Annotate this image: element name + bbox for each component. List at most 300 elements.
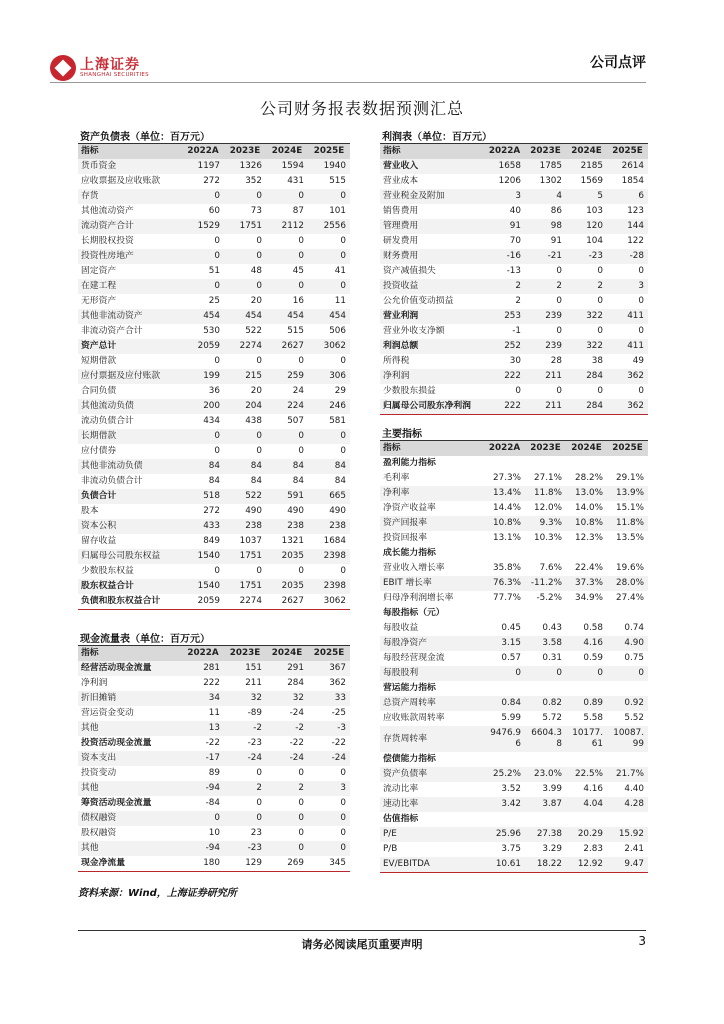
cell-value: 0.31 — [542, 653, 562, 663]
cell-value: 9476.9 6 — [484, 726, 525, 752]
cell-value: 434 — [203, 416, 220, 426]
row-label: 资产减值损失 — [383, 266, 436, 276]
cell-value: 431 — [287, 176, 304, 186]
cell-value: 6 — [607, 189, 648, 204]
cell-value: 10.8% — [484, 516, 525, 531]
header-year: 2022A — [182, 144, 224, 160]
cell-value: 84 — [308, 459, 350, 474]
cell-value: 0 — [308, 429, 350, 444]
cell-value — [566, 456, 607, 471]
cell-value: 3062 — [308, 339, 350, 354]
table-row — [78, 564, 350, 579]
cell-value: 2627 — [266, 339, 308, 354]
cell-value: 239 — [525, 339, 566, 354]
cell-value: 0 — [525, 666, 566, 681]
table-row — [78, 234, 350, 249]
row-label: 资产回报率 — [380, 516, 484, 531]
cell-value: 0 — [556, 296, 562, 306]
cell-value: 122 — [627, 236, 644, 246]
cell-value: 0 — [308, 811, 350, 826]
cell-value: 98 — [525, 219, 566, 234]
row-label: 营业外收支净额 — [383, 326, 445, 336]
cell-value: 14.0% — [575, 503, 603, 513]
cell-value: 70 — [509, 236, 521, 246]
header-year: 2024E — [566, 144, 607, 160]
table-row — [380, 471, 648, 486]
cell-value: 0 — [266, 811, 308, 826]
cell-value: 51 — [208, 266, 220, 276]
row-label: 研发费用 — [383, 236, 419, 246]
cell-value: 291 — [266, 661, 308, 676]
row-label: 营业利润 — [380, 309, 484, 324]
cell-value: 0.84 — [484, 696, 525, 711]
cell-value: 9.47 — [607, 857, 648, 873]
cell-value: 13.4% — [484, 486, 525, 501]
cell-value: 0.45 — [501, 623, 521, 633]
table-row — [380, 501, 648, 516]
cell-value: 591 — [266, 489, 308, 504]
cell-value: 0 — [182, 429, 224, 444]
table-row — [380, 294, 648, 309]
cell-value: 0 — [515, 386, 521, 396]
cell-value: 36 — [208, 386, 220, 396]
cell-value: 0 — [182, 189, 224, 204]
cell-value: 13.9% — [607, 486, 648, 501]
cell-value: 3.42 — [484, 797, 525, 812]
cell-value: 0 — [214, 446, 220, 456]
cell-value: 77.7% — [493, 593, 521, 603]
cell-value: 0 — [308, 189, 350, 204]
cell-value: 27.4% — [616, 593, 644, 603]
cell-value: 5 — [566, 189, 607, 204]
cell-value: 73 — [250, 206, 262, 216]
cell-value: 12.0% — [534, 503, 562, 513]
table-row — [78, 264, 350, 279]
cell-value: 0 — [308, 279, 350, 294]
header-label: 指标 — [78, 144, 182, 160]
cell-value: 0 — [298, 356, 304, 366]
cell-value: 0 — [224, 189, 266, 204]
row-label: 债权融资 — [78, 811, 182, 826]
row-label: 折旧摊销 — [78, 691, 182, 706]
table-row — [380, 456, 648, 471]
row-label: 合同负债 — [81, 386, 117, 396]
cell-value: -17 — [182, 751, 224, 766]
cell-value: -23 — [566, 249, 607, 264]
cell-value: 11.8% — [525, 486, 566, 501]
cell-value: 15.1% — [616, 503, 644, 513]
cell-value: 238 — [266, 519, 308, 534]
header-year: 2025E — [308, 646, 350, 662]
header-year: 2023E — [224, 646, 266, 662]
cell-value: 11.8% — [607, 516, 648, 531]
table-header-row — [78, 144, 350, 160]
cell-value: 2 — [525, 279, 566, 294]
cell-value: 84 — [250, 476, 262, 486]
cell-value: 38 — [591, 356, 603, 366]
cell-value: 362 — [607, 369, 648, 384]
cell-value: -84 — [205, 798, 220, 808]
cell-value: 0 — [340, 446, 346, 456]
cell-value: 3 — [308, 781, 350, 796]
table-row — [380, 219, 648, 234]
cell-value: 0 — [638, 326, 644, 336]
table-row — [78, 594, 350, 610]
cell-value: 0.74 — [624, 623, 644, 633]
cell-value: 34 — [182, 691, 224, 706]
table-row — [78, 429, 350, 444]
cell-value: 4.90 — [607, 636, 648, 651]
cell-value: 84 — [292, 476, 304, 486]
header-year: 2023E — [525, 144, 566, 160]
cell-value: 0 — [224, 429, 266, 444]
cell-value: 454 — [224, 309, 266, 324]
row-label: 投资回报率 — [383, 533, 427, 543]
cell-value: 200 — [182, 399, 224, 414]
cell-value: -23 — [224, 841, 266, 856]
row-label: EBIT 增长率 — [380, 576, 484, 591]
cell-value: 180 — [182, 856, 224, 872]
cashflow-table — [78, 645, 350, 872]
header-year: 2023E — [224, 144, 266, 160]
cell-value: 259 — [266, 369, 308, 384]
cell-value: 24 — [292, 386, 304, 396]
table-row — [380, 812, 648, 827]
cell-value: 1037 — [239, 536, 262, 546]
cell-value: 0 — [597, 266, 603, 276]
cell-value: 0 — [214, 566, 220, 576]
footer-disclaimer: 请务必阅读尾页重要声明 — [301, 938, 423, 951]
cell-value: 0 — [298, 828, 304, 838]
table-row — [78, 174, 350, 189]
cell-value: 0 — [256, 446, 262, 456]
header-year: 2024E — [266, 144, 308, 160]
cell-value: 84 — [224, 459, 266, 474]
cell-value: 1751 — [224, 549, 266, 564]
cell-value: -22 — [331, 738, 346, 748]
cell-value: 27.3% — [493, 473, 521, 483]
row-label: 筹资活动现金流量 — [81, 798, 152, 808]
cell-value: 253 — [484, 309, 525, 324]
row-label: 速动比率 — [380, 797, 484, 812]
table-row — [380, 767, 648, 782]
cell-value: 2035 — [266, 549, 308, 564]
cell-value — [607, 456, 648, 471]
table-row — [380, 752, 648, 767]
cell-value — [525, 752, 566, 767]
cell-value: 41 — [334, 266, 346, 276]
cell-value: 0 — [340, 768, 346, 778]
cell-value: 581 — [329, 416, 346, 426]
cell-value: 506 — [329, 326, 346, 336]
row-label: 应付债券 — [81, 446, 117, 456]
cell-value: 23.0% — [525, 767, 566, 782]
row-label: 归母净利润增长率 — [383, 593, 454, 603]
row-label: 总资产周转率 — [380, 696, 484, 711]
table-row — [380, 309, 648, 324]
table-row — [380, 827, 648, 842]
row-label: 固定资产 — [81, 266, 117, 276]
cell-value: 11 — [208, 708, 220, 718]
table-row — [78, 811, 350, 826]
table-row — [380, 354, 648, 369]
cell-value: 2274 — [224, 594, 266, 610]
cell-value: 28.0% — [607, 576, 648, 591]
cell-value: 10.8% — [566, 516, 607, 531]
cell-value — [566, 752, 607, 767]
cell-value: 0 — [182, 249, 224, 264]
cell-value — [566, 606, 607, 621]
cell-value — [525, 546, 566, 561]
table-row — [380, 857, 648, 873]
table-row — [78, 856, 350, 872]
cell-value: 84 — [266, 459, 308, 474]
cell-value: 0 — [638, 266, 644, 276]
table-row — [78, 549, 350, 564]
cell-value: 665 — [308, 489, 350, 504]
cell-value: 144 — [607, 219, 648, 234]
cell-value: 0 — [266, 249, 308, 264]
row-label: 净利润 — [81, 678, 108, 688]
cell-value: 3.87 — [525, 797, 566, 812]
cell-value — [484, 681, 525, 696]
cell-value: 0 — [308, 249, 350, 264]
cell-value: 367 — [308, 661, 350, 676]
cell-value: 48 — [250, 266, 262, 276]
cell-value: 211 — [525, 399, 566, 415]
cell-value: 2112 — [266, 219, 308, 234]
cell-value: 28 — [550, 356, 562, 366]
table-row — [380, 324, 648, 339]
table-row — [78, 189, 350, 204]
row-label: 成长能力指标 — [380, 546, 484, 561]
row-label: 应收票据及应收账款 — [81, 176, 161, 186]
cell-value: 0 — [256, 236, 262, 246]
cell-value: 490 — [245, 506, 262, 516]
header-year: 2022A — [182, 646, 224, 662]
row-label: 其他非流动资产 — [78, 309, 182, 324]
row-label: 资本公积 — [78, 519, 182, 534]
cell-value: 222 — [203, 678, 220, 688]
cell-value: 454 — [266, 309, 308, 324]
cell-value: 284 — [566, 369, 607, 384]
table-row — [380, 249, 648, 264]
table-row — [78, 706, 350, 721]
cell-value: 0 — [266, 279, 308, 294]
cell-value: 0 — [597, 296, 603, 306]
cell-value — [566, 681, 607, 696]
row-label: 财务费用 — [380, 249, 484, 264]
row-label: 长期股权投资 — [81, 236, 134, 246]
row-label: 在建工程 — [78, 279, 182, 294]
cell-value: 849 — [203, 536, 220, 546]
cell-value: 1540 — [182, 549, 224, 564]
cell-value: -24 — [289, 708, 304, 718]
table-row — [78, 414, 350, 429]
cell-value: 120 — [566, 219, 607, 234]
row-label: 股权融资 — [81, 828, 117, 838]
cell-value: 0.59 — [583, 653, 603, 663]
cell-value: 222 — [484, 399, 525, 415]
cell-value: 13.0% — [566, 486, 607, 501]
table-row — [380, 782, 648, 797]
cell-value: 32 — [266, 691, 308, 706]
cell-value: 2274 — [224, 339, 266, 354]
cell-value: 13 — [182, 721, 224, 736]
cell-value: 104 — [586, 236, 603, 246]
cell-value: 490 — [329, 506, 346, 516]
row-label: 营业收入 — [380, 159, 484, 174]
cell-value: 34.9% — [575, 593, 603, 603]
cell-value: 0 — [556, 386, 562, 396]
table-row — [380, 636, 648, 651]
cell-value: 10177. 61 — [566, 726, 607, 752]
cell-value: 2.83 — [583, 844, 603, 854]
cell-value: 25.2% — [484, 767, 525, 782]
cell-value: 6604.3 8 — [525, 726, 566, 752]
row-label: 营业成本 — [383, 176, 419, 186]
cell-value: -89 — [247, 708, 262, 718]
cell-value — [484, 456, 525, 471]
logo-text: 上海证券 — [80, 57, 140, 73]
cell-value: 1540 — [182, 579, 224, 594]
cell-value: 1658 — [484, 159, 525, 174]
cell-value: 0 — [214, 236, 220, 246]
header-year: 2023E — [525, 441, 566, 457]
cell-value: 60 — [208, 206, 220, 216]
table-row — [380, 234, 648, 249]
cell-value: -13 — [506, 266, 521, 276]
cell-value: 1684 — [323, 536, 346, 546]
cell-value: 454 — [182, 309, 224, 324]
row-label: 股本 — [81, 506, 99, 516]
cell-value: 352 — [245, 176, 262, 186]
cell-value: 0 — [340, 798, 346, 808]
table-row — [380, 204, 648, 219]
cell-value: 2398 — [308, 549, 350, 564]
cell-value: 215 — [224, 369, 266, 384]
row-label: 每股收益 — [383, 623, 419, 633]
row-label: 估值指标 — [380, 812, 484, 827]
cell-value: 0.58 — [583, 623, 603, 633]
row-label: 少数股东损益 — [383, 386, 436, 396]
cell-value: 11 — [334, 296, 346, 306]
table-row — [380, 384, 648, 399]
row-label: 投资变动 — [81, 768, 117, 778]
cell-value: 32 — [224, 691, 266, 706]
cell-value — [484, 606, 525, 621]
header-year: 2025E — [308, 144, 350, 160]
income-statement-table — [380, 143, 648, 415]
row-label: P/B — [383, 844, 398, 854]
table-row — [380, 561, 648, 576]
cell-value — [566, 812, 607, 827]
page-number: 3 — [638, 934, 646, 948]
cell-value: 0 — [638, 296, 644, 306]
row-label: 留存收益 — [81, 536, 117, 546]
header-label: 指标 — [78, 646, 182, 662]
cell-value: 2185 — [566, 159, 607, 174]
row-label: 归属母公司股东权益 — [78, 549, 182, 564]
data-source-note: 资料来源：Wind，上海证券研究所 — [78, 888, 237, 899]
cell-value: 151 — [224, 661, 266, 676]
cell-value: 12.92 — [566, 857, 607, 873]
cell-value — [607, 546, 648, 561]
cell-value: 3 — [484, 189, 525, 204]
cell-value: -16 — [484, 249, 525, 264]
row-label: 应收账款周转率 — [383, 713, 445, 723]
table-row — [380, 174, 648, 189]
row-label: 盈利能力指标 — [380, 456, 484, 471]
cell-value: 0 — [298, 768, 304, 778]
cell-value: 204 — [224, 399, 266, 414]
cell-value: 3.15 — [484, 636, 525, 651]
cell-value: 123 — [627, 206, 644, 216]
cell-value: 27.38 — [525, 827, 566, 842]
cell-value: 0 — [308, 841, 350, 856]
cell-value: 490 — [287, 506, 304, 516]
cell-value: 0 — [340, 356, 346, 366]
cell-value: 10 — [208, 828, 220, 838]
row-label: 流动资产合计 — [78, 219, 182, 234]
cell-value: 13.5% — [616, 533, 644, 543]
cell-value: 16 — [292, 296, 304, 306]
row-label: 负债和股东权益合计 — [78, 594, 182, 610]
cell-value: 224 — [266, 399, 308, 414]
table-row — [380, 591, 648, 606]
cell-value: 211 — [525, 369, 566, 384]
cell-value: 10.61 — [484, 857, 525, 873]
table-row — [78, 249, 350, 264]
row-label: 营业税金及附加 — [380, 189, 484, 204]
table-row — [380, 576, 648, 591]
cell-value: 5.72 — [542, 713, 562, 723]
cell-value: 1206 — [498, 176, 521, 186]
cell-value: 5.99 — [501, 713, 521, 723]
row-label: 货币资金 — [78, 159, 182, 174]
table-row — [380, 531, 648, 546]
table-row — [380, 621, 648, 636]
cell-value: 0.57 — [501, 653, 521, 663]
cell-value: 18.22 — [525, 857, 566, 873]
cell-value: 10.3% — [534, 533, 562, 543]
table-row — [78, 519, 350, 534]
cell-value: 25.96 — [484, 827, 525, 842]
cell-value: 0 — [298, 446, 304, 456]
table-row — [380, 369, 648, 384]
row-label: 无形资产 — [81, 296, 117, 306]
cell-value: 1940 — [308, 159, 350, 174]
cell-value: -25 — [331, 708, 346, 718]
table-row — [380, 842, 648, 857]
cell-value: 4.04 — [566, 797, 607, 812]
row-label: 利润总额 — [380, 339, 484, 354]
cell-value — [484, 812, 525, 827]
cell-value: 522 — [224, 489, 266, 504]
cell-value: 30 — [509, 356, 521, 366]
doc-type-label: 公司点评 — [590, 55, 646, 71]
cell-value: 1321 — [281, 536, 304, 546]
table-row — [78, 504, 350, 519]
cell-value: 19.6% — [616, 563, 644, 573]
cell-value: 4.40 — [624, 784, 644, 794]
cell-value: -22 — [205, 738, 220, 748]
key-indicators-table — [380, 440, 648, 873]
cell-value: 0 — [256, 798, 262, 808]
cell-value: 272 — [203, 176, 220, 186]
cell-value: -28 — [607, 249, 648, 264]
cell-value: 5.58 — [583, 713, 603, 723]
